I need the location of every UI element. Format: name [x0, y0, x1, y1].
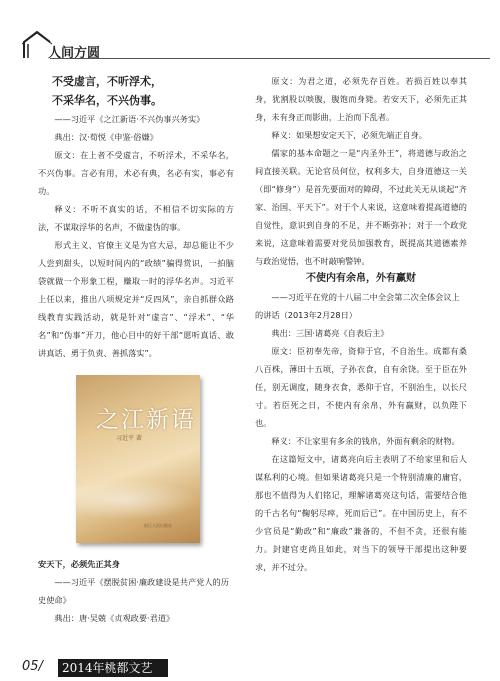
section-heading: 安天下，必须先正其身 — [38, 559, 120, 569]
section-heading: 不使内有余帛，外有赢财 — [306, 273, 416, 284]
column-title: 人间方圆 — [48, 46, 101, 61]
origin-line: 典出：三国·诸葛亮《自表后主》 — [271, 328, 389, 338]
commentary: 形式主义、官僚主义是为官大忌，却总能让不少人尝到甜头，以短时间内的“政绩”骗得赏识，一拍脑袋就做一个形象工程，赚取一时的浮华名声。习近平上任以来，推出八项规定并“反四风”，亲自抓群众路线教育实践活动，就是针对“虚言”、“浮术”、“华名”和“伪事”开刀，他心目中的好干部“愿听真话、敢讲真话、勇于负责、善抓落实”。 — [38, 240, 234, 358]
heading-line-2: 不采华名，不兴伪事。 — [52, 94, 162, 107]
header-divider — [50, 58, 490, 59]
page-footer — [0, 655, 500, 681]
origin-line: 典出：汉·荀悦《申鉴·俗嫌》 — [54, 132, 158, 142]
interpretation: 释义：不听不真实的话，不相信不切实际的方法，不谋取浮华的名声，不做虚伪的事。 — [38, 204, 234, 232]
left-column — [38, 72, 234, 362]
book-author: 习近平 著 — [116, 435, 142, 442]
origin-line: 典出：唐·吴兢《贞观政要·君道》 — [54, 613, 175, 623]
book-cover-image — [76, 375, 200, 543]
interpretation-2: 释义：不让家里有多余的钱帛，外面有剩余的财物。 — [271, 436, 460, 446]
interpretation: 释义：如果想安定天下，必须先端正自身。 — [271, 130, 427, 140]
original-text: 原文：在上者不受虚言，不听浮术，不采华名，不兴伪事。言必有用，术必有典，名必有实，事必有功。 — [38, 150, 234, 196]
right-column — [255, 72, 467, 576]
commentary: 儒家的基本命题之一是“内圣外王”，将道德与政治之间直接关联。无论官员何位，权利多大，自身道德这一关（即“修身”）是首先要面对的障碍，不过此关无从谈起“齐家、治国、平天下”。对于个人来说，这意味着提高道德的自觉性，意识到自身的不足，并不断弥补；对于一个政党来说，这意味着需要对党员加强教育，既提高其道德素养与政治觉悟，也不时敲响警钟。 — [255, 148, 467, 266]
page-number: 05/ — [22, 659, 43, 674]
magazine-name: 2014年桃都文艺 — [62, 661, 153, 675]
page-header — [22, 28, 492, 64]
heading-line-1: 不受虚言，不听浮术， — [52, 75, 162, 88]
original-text: 原文：为君之道，必须先存百姓。若损百姓以奉其身，犹割股以啖腹，腹饱而身毙。若安天下，必须先正其身，未有身正而影曲，上治而下乱者。 — [255, 76, 467, 122]
book-title: 之江新语 — [96, 407, 196, 433]
quote-source: ——习近平《摆脱贫困·廉政建设是共产党人的历史使命》 — [38, 577, 229, 605]
quote-source: ——习近平《之江新语·不兴伪事兴务实》 — [54, 114, 205, 124]
book-publisher: 浙江人民出版社 — [144, 523, 172, 528]
original-text-2: 原文：臣初奉先帝，资仰于官，不自治生。成都有桑八百株，薄田十五顷，子孙衣食，自有余饶。至于臣在外任，别无调度，随身衣食，悉仰于官，不别治生，以长尺寸。若臣死之日，不使内有余帛，外有赢财，以负陛下也。 — [255, 346, 467, 428]
cover-wave-decoration — [76, 480, 200, 520]
quote-source: ——习近平在党的十八届二中全会第二次全体会议上的讲话（2013年2月28日） — [255, 292, 460, 320]
left-bottom-section — [38, 555, 234, 627]
commentary-2: 在这篇短文中，诸葛亮向后主表明了不给家里和后人谋私利的心境。但如果诸葛亮只是一个特别清廉的庸官，那也不值得为人们铭记，理解诸葛亮这句话，需要结合他的千古名句“鞠躬尽瘁，死而后已”。在中国历史上，有不少官员是“勤政”和“廉政”兼备的，不但不贪，还很有能力。封建官吏尚且如此，对当下的领导干部提出这种要求，并不过分。 — [255, 454, 467, 572]
